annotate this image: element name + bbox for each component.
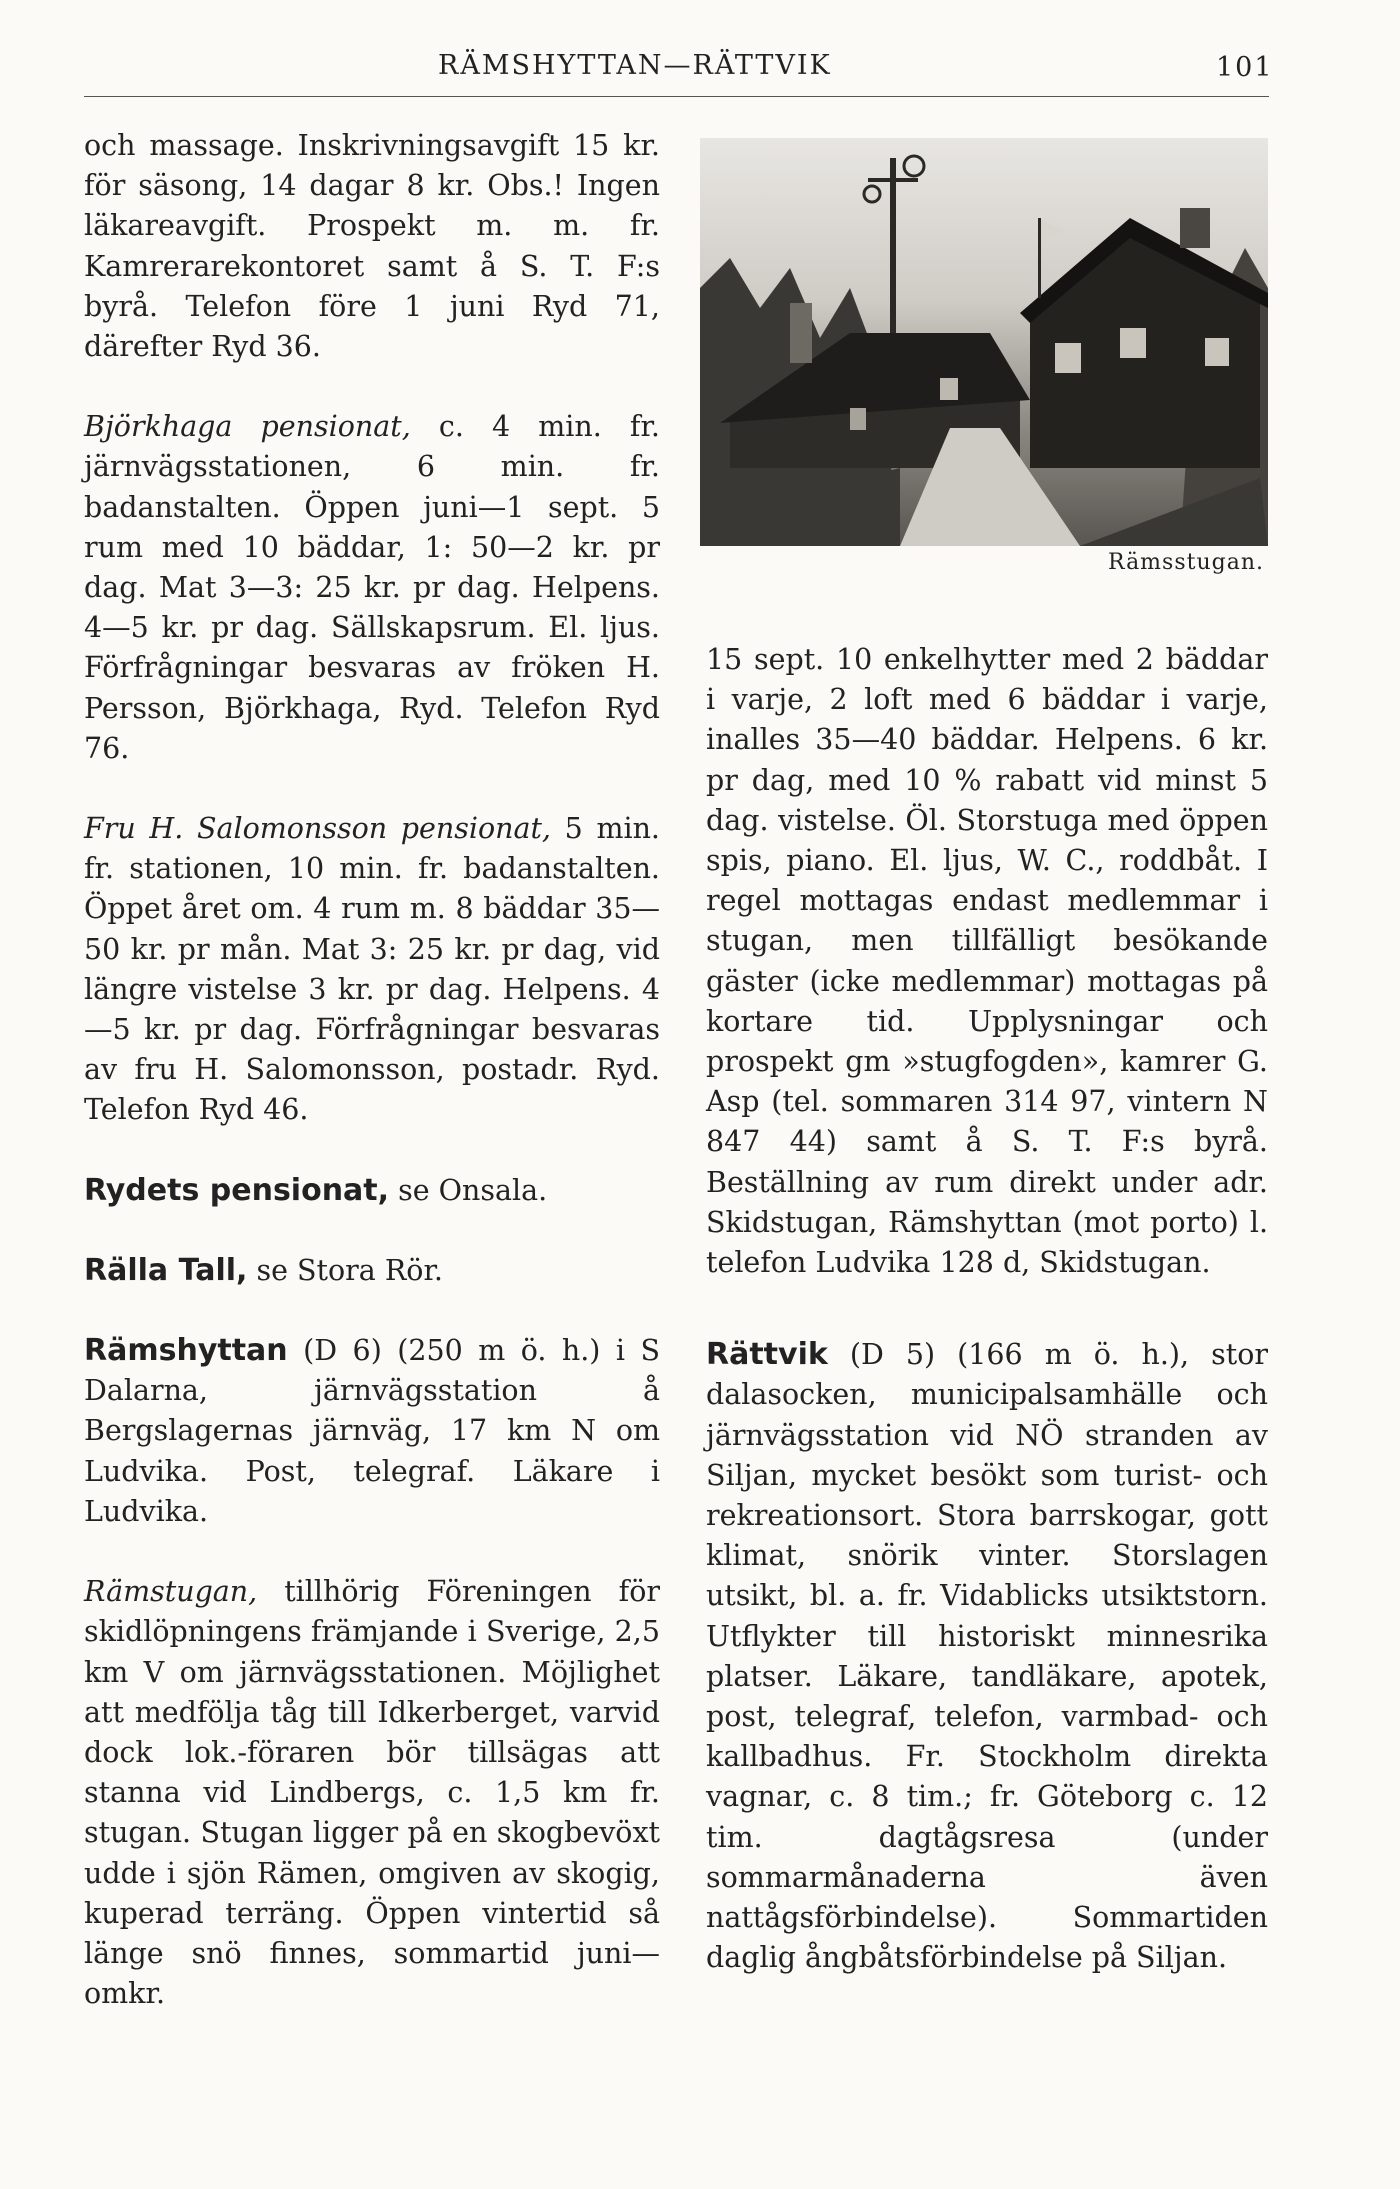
entry-rattvik xyxy=(706,1335,1268,1978)
entry-ramstugan-continued: 15 sept. 10 enkelhytter med 2 bäddar i varje, 2 loft med 6 bäddar i varje, inalles 35—40 bäddar. Helpens. 6 kr. pr dag, med 10 % rabatt vid minst 5 dag. vistelse. Öl. Storstuga med öppen spis, piano. El. ljus, W. C., roddbåt. I regel mottagas endast medlemmar i stugan, men tillfälligt besökande gäster (icke medlemmar) mottagas på kortare tid. Upplysningar och prospekt gm »stugfogden», kamrer G. Asp (tel. sommaren 314 97, vintern N 847 44) samt å S. T. F:s byrå. Beställning av rum direkt under adr. Skidstugan, Rämshyttan (mot porto) l. telefon Ludvika 128 d, Skidstugan. xyxy=(706,643,1268,1280)
entry-bjorkhaga xyxy=(84,407,660,769)
entry-body: 5 min. fr. stationen, 10 min. fr. badanstalten. Öppet året om. 4 rum m. 8 bäddar 35—50 kr. pr mån. Mat 3: 25 kr. pr dag, vid längre vistelse 3 kr. pr dag. Helpens. 4—5 kr. pr dag. Förfrågningar besvaras av fru H. Salomonsson, postadr. Ryd. Telefon Ryd 46. xyxy=(84,812,660,1127)
entry-body: (D 5) (166 m ö. h.), stor dalasocken, municipalsamhälle och järnvägsstation vid NÖ stranden av Siljan, mycket besökt som turist- och rekreationsort. Stora barrskogar, gott klimat, snörik vinter. Storslagen utsikt, bl. a. fr. Vidablicks utsiktstorn. Utflykter till historiskt minnesrika platser. Läkare, tandläkare, apotek, post, telegraf, telefon, varmbad- och kallbadhus. Fr. Stockholm direkta vagnar, c. 8 tim.; fr. Göteborg c. 12 tim. dagtågsresa (under sommarmånaderna även nattågsförbindelse). Sommartiden daglig ångbåtsförbindelse på Siljan. xyxy=(706,1338,1268,1975)
running-head: RÄMSHYTTAN—RÄTTVIK xyxy=(438,50,832,81)
entry-title: Rälla Tall, xyxy=(84,1252,248,1288)
entry-salomonsson xyxy=(84,809,660,1131)
entry-body: se Onsala. xyxy=(389,1173,548,1207)
entry-body: c. 4 min. fr. järnvägsstationen, 6 min. fr. badanstalten. Öppen juni—1 sept. 5 rum med 10 bäddar, 1: 50—2 kr. pr dag. Mat 3—3: 25 kr. pr dag. Helpens. 4—5 kr. pr dag. Sällskapsrum. El. ljus. Förfrågningar besvaras av fröken H. Persson, Björkhaga, Ryd. Telefon Ryd 76. xyxy=(84,410,660,765)
photo-caption: Rämsstugan. xyxy=(1108,550,1264,575)
entry-title: Rämstugan, xyxy=(84,1575,258,1609)
entry-title: Rämshyttan xyxy=(84,1333,288,1369)
entry-rydets xyxy=(84,1171,660,1211)
ramsstugan-photo xyxy=(700,138,1268,546)
left-column xyxy=(84,126,660,2014)
cabin-illustration xyxy=(700,138,1268,546)
entry-ramshyttan xyxy=(84,1331,660,1532)
entry-title: Rättvik xyxy=(706,1337,828,1373)
entry-body: (D 6) (250 m ö. h.) i S Dalarna, järnvägsstation å Bergslagernas järnväg, 17 km N om Ludvika. Post, telegraf. Läkare i Ludvika. xyxy=(84,1334,660,1528)
page-number: 101 xyxy=(1216,52,1274,83)
header-rule xyxy=(84,96,1269,97)
entry-title: Björkhaga pensionat, xyxy=(84,410,411,444)
entry-title: Fru H. Salomonsson pensionat, xyxy=(84,812,551,846)
entry-ramstugan xyxy=(84,1572,660,2014)
entry-body: se Stora Rör. xyxy=(247,1253,443,1287)
entry-ralla-tall xyxy=(84,1251,660,1291)
entry-body: tillhörig Föreningen för skidlöpningens främjande i Sverige, 2,5 km V om järnvägsstationen. Möjlighet att medfölja tåg till Idkerberget, varvid dock lok.-föraren bör tillsägas att stanna vid Lindbergs, c. 1,5 km fr. stugan. Stugan ligger på en skogbevöxt udde i sjön Rämen, omgiven av skogig, kuperad terräng. Öppen vintertid så länge snö finnes, sommartid juni—omkr. xyxy=(84,1575,660,2011)
entry-title: Rydets pensionat, xyxy=(84,1172,390,1208)
right-column xyxy=(706,640,1268,1979)
entry-intro-paragraph: och massage. Inskrivningsavgift 15 kr. för säsong, 14 dagar 8 kr. Obs.! Ingen läkareavgift. Prospekt m. m. fr. Kamrerarekontoret samt å S. T. F:s byrå. Telefon före 1 juni Ryd 71, därefter Ryd 36. xyxy=(84,129,660,364)
